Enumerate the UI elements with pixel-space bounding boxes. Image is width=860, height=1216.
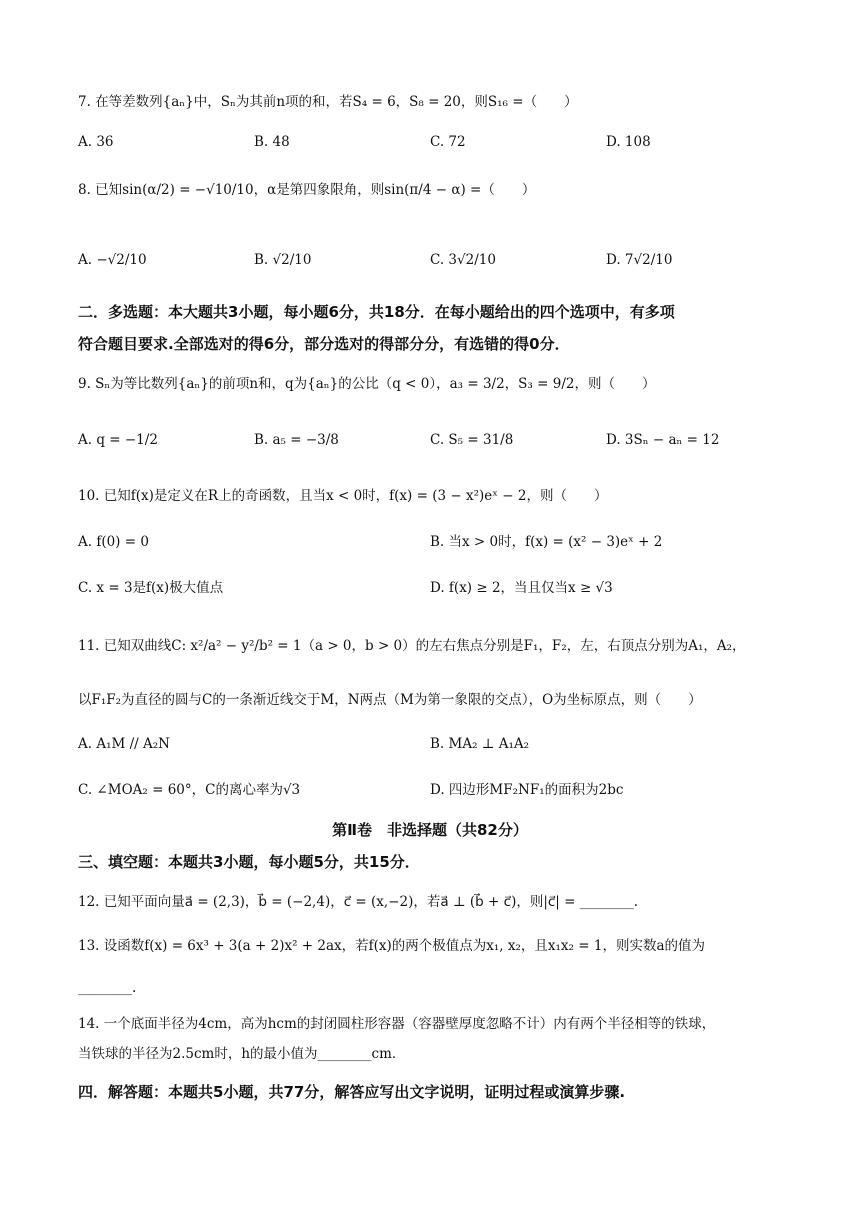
q11-option-a: A. A₁M // A₂N [78, 736, 170, 752]
q10-stem: 10. 已知f(x)是定义在R上的奇函数，且当x < 0时，f(x) = (3 − x²)eˣ − 2，则（ ） [78, 488, 608, 504]
q9-option-c: C. S₅ = 31/8 [430, 432, 514, 448]
q14-stem-line1: 14. 一个底面半径为4cm，高为hcm的封闭圆柱形容器（容器壁厚度忽略不计）内有两个半径相等的铁球， [78, 1016, 716, 1032]
q8-option-a: A. −√2/10 [78, 252, 147, 268]
q9-stem: 9. Sₙ为等比数列{aₙ}的前项n和，q为{aₙ}的公比（q < 0），a₃ = 3/2，S₃ = 9/2，则（ ） [78, 376, 656, 392]
q9-option-b: B. a₅ = −3/8 [254, 432, 339, 448]
q7-option-b: B. 48 [254, 134, 290, 150]
q11-option-c: C. ∠MOA₂ = 60°，C的离心率为√3 [78, 782, 301, 798]
q10-option-c: C. x = 3是f(x)极大值点 [78, 580, 224, 596]
q11-option-d: D. 四边形MF₂NF₁的面积为2bc [430, 782, 624, 798]
q9-option-a: A. q = −1/2 [78, 432, 158, 448]
q8-stem: 8. 已知sin(α/2) = −√10/10，α是第四象限角，则sin(π/4 − α) =（ ） [78, 182, 536, 198]
q10-option-a: A. f(0) = 0 [78, 534, 149, 550]
q12-stem: 12. 已知平面向量a⃗ = (2,3)，b⃗ = (−2,4)，c⃗ = (x,−2)，若a⃗ ⊥ (b⃗ + c⃗)，则|c⃗| = ________. [78, 894, 639, 910]
q7-stem: 7. 在等差数列{aₙ}中，Sₙ为其前n项的和，若S₄ = 6，S₈ = 20，则S₁₆ =（ ） [78, 94, 578, 110]
q8-option-c: C. 3√2/10 [430, 252, 496, 268]
q8-option-d: D. 7√2/10 [606, 252, 673, 268]
section4-heading: 四．解答题：本题共5小题，共77分，解答应写出文字说明，证明过程或演算步骤. [78, 1083, 626, 1101]
q10-option-b: B. 当x > 0时，f(x) = (x² − 3)eˣ + 2 [430, 534, 663, 550]
section2-heading-line2: 符合题目要求.全部选对的得6分，部分选对的得部分分，有选错的得0分． [78, 335, 570, 353]
q8-option-b: B. √2/10 [254, 252, 312, 268]
section2-heading-line1: 二．多选题：本大题共3小题，每小题6分，共18分．在每小题给出的四个选项中，有多项 [78, 303, 675, 321]
section3-heading: 三、填空题：本题共3小题，每小题5分，共15分． [78, 853, 420, 871]
part2-title: 第Ⅱ卷 非选择题（共82分） [332, 821, 528, 839]
q7-option-d: D. 108 [606, 134, 651, 150]
q13-stem-line2: ________. [78, 980, 137, 996]
q10-option-d: D. f(x) ≥ 2，当且仅当x ≥ √3 [430, 580, 613, 596]
q11-stem-line1: 11. 已知双曲线C: x²/a² − y²/b² = 1（a > 0，b > 0）的左右焦点分别是F₁，F₂，左，右顶点分别为A₁，A₂， [78, 638, 746, 654]
q14-stem-line2: 当铁球的半径为2.5cm时，h的最小值为________cm． [78, 1046, 406, 1062]
q7-option-a: A. 36 [78, 134, 114, 150]
q11-stem-line2: 以F₁F₂为直径的圆与C的一条渐近线交于M，N两点（M为第一象限的交点），O为坐标原点，则（ ） [78, 692, 702, 708]
q11-option-b: B. MA₂ ⊥ A₁A₂ [430, 736, 530, 752]
q7-option-c: C. 72 [430, 134, 466, 150]
q9-option-d: D. 3Sₙ − aₙ = 12 [606, 432, 720, 448]
q13-stem-line1: 13. 设函数f(x) = 6x³ + 3(a + 2)x² + 2ax，若f(x)的两个极值点为x₁, x₂，且x₁x₂ = 1，则实数a的值为 [78, 938, 705, 954]
